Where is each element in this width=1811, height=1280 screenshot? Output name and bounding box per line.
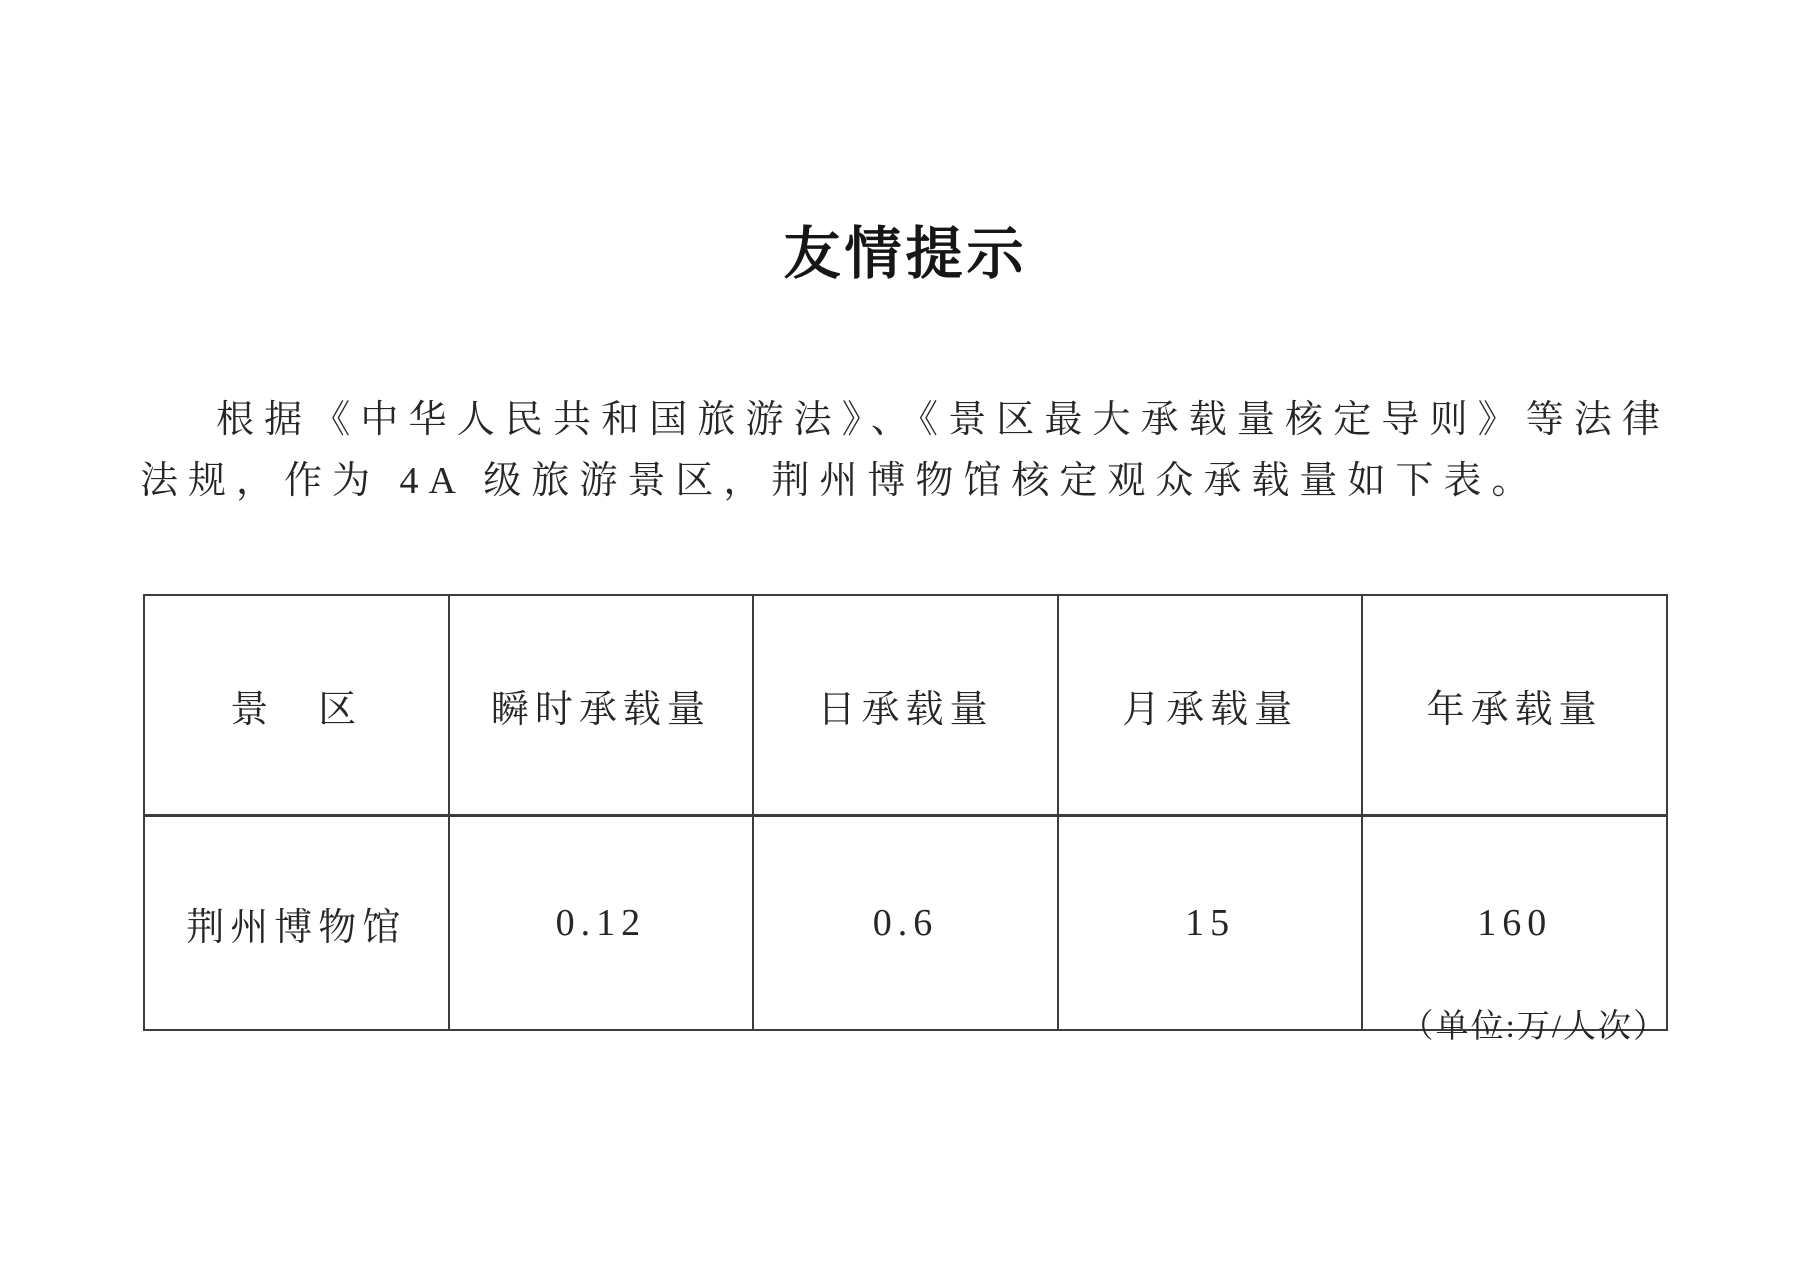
cell-monthly-capacity-value: 15 xyxy=(1058,816,1363,1031)
notice-paragraph xyxy=(140,390,1670,512)
notice-paragraph-line-1: 根据《中华人民共和国旅游法》、《景区最大承载量核定导则》等法律 xyxy=(216,399,1670,441)
cell-instant-capacity-value: 0.12 xyxy=(449,816,754,1031)
capacity-table xyxy=(143,594,1668,1031)
unit-note: （单位:万/人次） xyxy=(1400,1009,1668,1045)
header-cell-scenic-area: 景 区 xyxy=(144,595,449,816)
capacity-table-data-row xyxy=(144,816,1667,1031)
cell-annual-capacity-value: 160 xyxy=(1362,816,1667,1031)
header-cell-instant-capacity: 瞬时承载量 xyxy=(449,595,754,816)
header-cell-daily-capacity: 日承载量 xyxy=(753,595,1058,816)
header-cell-monthly-capacity: 月承载量 xyxy=(1058,595,1363,816)
cell-scenic-area-value: 荆州博物馆 xyxy=(144,816,449,1031)
notice-paragraph-line-2: 法规，作为 4A 级旅游景区，荆州博物馆核定观众承载量如下表。 xyxy=(140,460,1540,502)
page-title: 友情提示 xyxy=(783,223,1028,286)
capacity-table-header-row xyxy=(144,595,1667,816)
cell-daily-capacity-value: 0.6 xyxy=(753,816,1058,1031)
header-cell-annual-capacity: 年承载量 xyxy=(1362,595,1667,816)
